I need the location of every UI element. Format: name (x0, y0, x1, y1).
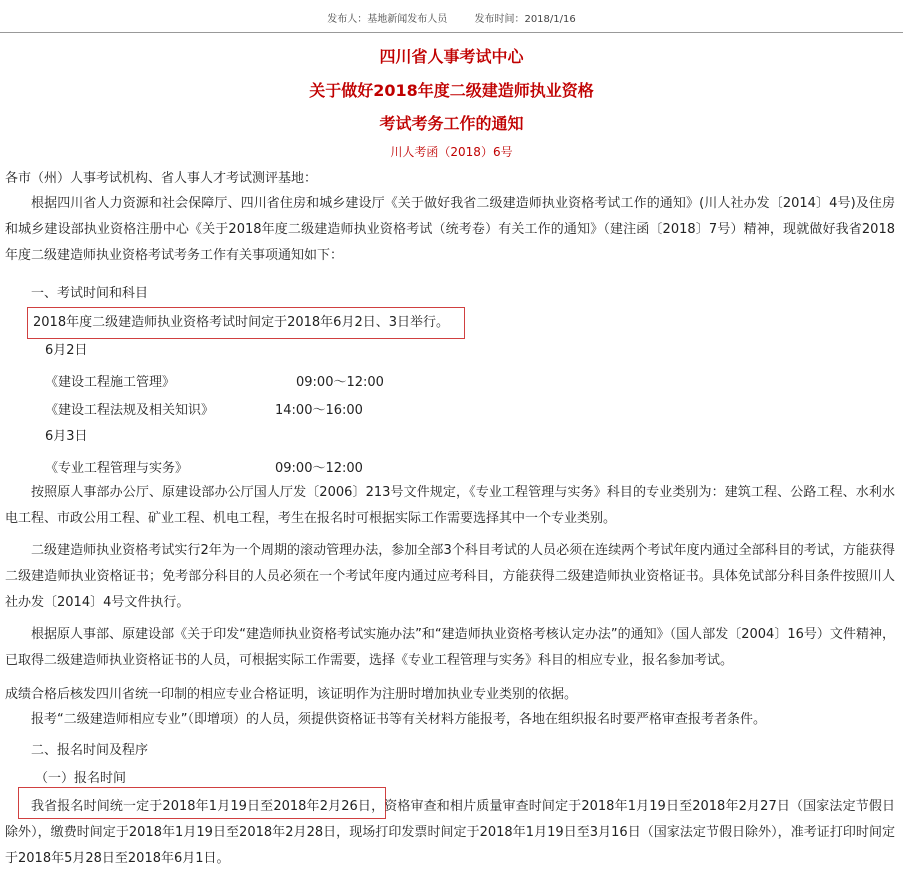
subject-construction-management: 《建设工程施工管理》 (45, 375, 176, 390)
paragraph-additional-specialty: 根据原人事部、原建设部《关于印发“建造师执业资格考试实施办法”和“建造师执业资格考核认定办法”的通知》（国人部发〔2004〕16号）文件精神，已取得二级建造师执业资格证书的人员，可根据实际工作需要，选择《专业工程管理与实务》科目的相应专业，报名参加考试。 (5, 627, 895, 668)
paragraph-intro: 根据四川省人力资源和社会保障厅、四川省住房和城乡建设厅《关于做好我省二级建造师执业资格考试工作的通知》(川人社办发〔2014〕4号)及住房和城乡建设部执业资格注册中心《关于2018年度二级建造师执业资格考试（统考卷）有关工作的通知》（建注函〔2018〕7号）精神，现就做好我省2018年度二级建造师执业资格考试考务工作有关事项通知如下： (5, 196, 895, 263)
addressee: 各市（州）人事考试机构、省人事人才考试测评基地： (5, 171, 318, 186)
exam-dates-text: 2018年度二级建造师执业资格考试时间定于2018年6月2日、3日举行。 (33, 315, 449, 330)
exam-day-1: 6月2日 (45, 343, 88, 358)
paragraph-certificate-basis: 成绩合格后核发四川省统一印制的相应专业合格证明，该证明作为注册时增加执业专业类别的依据。 (5, 687, 578, 702)
subject-professional-practice: 《专业工程管理与实务》 (45, 461, 189, 476)
subject-time-1: 09:00～12:00 (296, 375, 384, 390)
publish-info (0, 10, 903, 25)
subject-laws-regulations: 《建设工程法规及相关知识》 (45, 403, 215, 418)
paragraph-rolling-management: 二级建造师执业资格考试实行2年为一个周期的滚动管理办法，参加全部3个科目考试的人员必须在连续两个考试年度内通过全部科目的考试，方能获得二级建造师执业资格证书；免考部分科目的人员必须在一个考试年度内通过应考科目，方能获得二级建造师执业资格证书。具体免试部分科目条件按照川人社办发〔2014〕4号文件执行。 (5, 543, 895, 610)
notice-title-line2: 关于做好2018年度二级建造师执业资格 (309, 81, 594, 100)
publish-time: 发布时间：2018/1/16 (474, 14, 576, 25)
subject-time-2: 14:00～16:00 (275, 403, 363, 418)
section-heading-registration: 二、报名时间及程序 (31, 743, 149, 758)
section-heading-exam-time: 一、考试时间和科目 (31, 286, 149, 301)
document-number: 川人考函（2018）6号 (390, 145, 513, 159)
paragraph-professional-categories: 按照原人事部办公厅、原建设部办公厅国人厅发〔2006〕213号文件规定，《专业工程管理与实务》科目的专业类别为：建筑工程、公路工程、水利水电工程、市政公用工程、矿业工程、机电工程，考生在报名时可根据实际工作需要选择其中一个专业类别。 (5, 485, 895, 526)
header-divider (0, 32, 903, 33)
subject-time-3: 09:00～12:00 (275, 461, 363, 476)
notice-title-org: 四川省人事考试中心 (379, 47, 524, 66)
paragraph-extra-requirements: 报考“二级建造师相应专业”（即增项）的人员，须提供资格证书等有关材料方能报考，各地在组织报名时要严格审查报考者条件。 (31, 712, 766, 727)
subsection-registration-time: （一）报名时间 (35, 771, 127, 786)
notice-title-line3: 考试考务工作的通知 (379, 114, 524, 133)
publisher: 发布人：基地新闻发布人员 (327, 14, 448, 25)
paragraph-registration-schedule: 我省报名时间统一定于2018年1月19日至2018年2月26日，资格审查和相片质量审查时间定于2018年1月19日至2018年2月27日（国家法定节假日除外），缴费时间定于2018年1月19日至2018年2月28日，现场打印发票时间定于2018年1月19日至3月16日（国家法定节假日除外），准考证打印时间定于2018年5月28日至2018年6月1日。 (5, 799, 895, 866)
exam-day-2: 6月3日 (45, 429, 88, 444)
